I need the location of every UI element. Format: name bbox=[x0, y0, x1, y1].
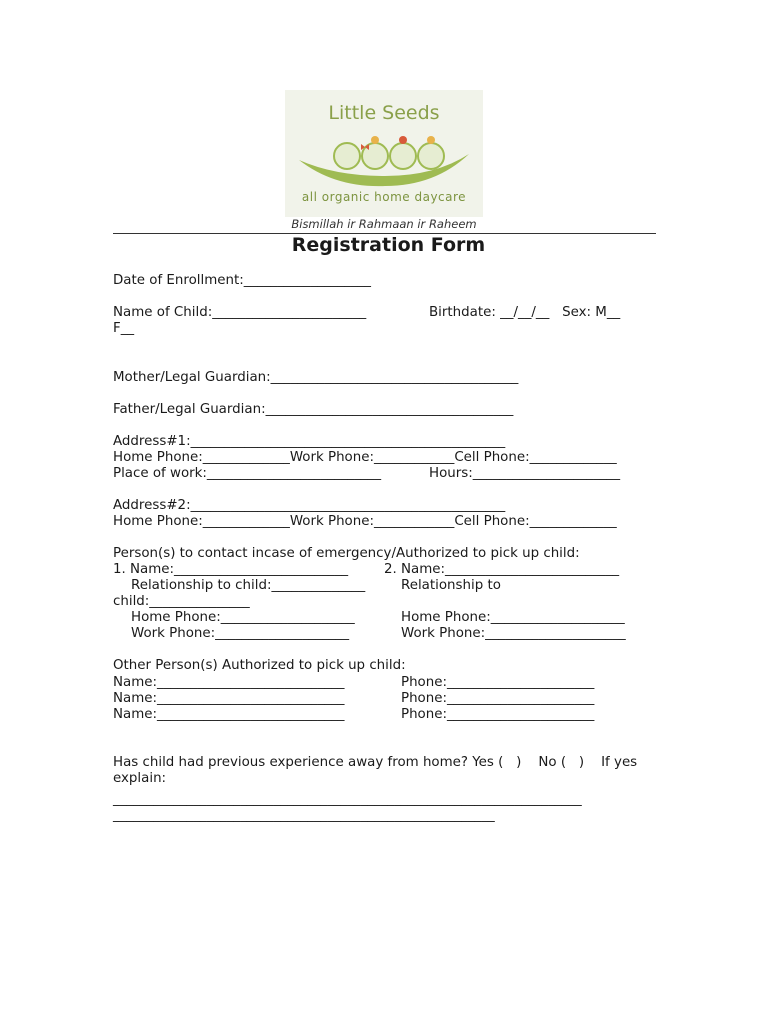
sex-female-field[interactable]: F__ bbox=[113, 321, 135, 336]
explain-label: explain: bbox=[113, 771, 167, 786]
logo bbox=[285, 90, 483, 217]
work-place-field[interactable]: Place of work:__________________________ bbox=[113, 466, 382, 481]
other-name-field[interactable]: Name:____________________________ bbox=[113, 707, 345, 722]
address1-field[interactable]: Address#1:_______________________________________________ bbox=[113, 434, 506, 449]
experience-question[interactable]: Has child had previous experience away from home? Yes ( ) No ( ) If yes bbox=[113, 755, 638, 770]
other-name-field[interactable]: Name:____________________________ bbox=[113, 691, 345, 706]
other-phone-field[interactable]: Phone:______________________ bbox=[401, 691, 595, 706]
contact2-work-phone-field[interactable]: Work Phone:_____________________ bbox=[401, 626, 626, 641]
pea-pod-icon bbox=[295, 130, 473, 190]
contact1-name-field[interactable]: 1. Name:__________________________ bbox=[113, 562, 349, 577]
hours-field[interactable]: Hours:______________________ bbox=[429, 466, 621, 481]
tagline: Bismillah ir Rahmaan ir Raheem bbox=[291, 217, 477, 231]
other-persons-header: Other Person(s) Authorized to pick up child: bbox=[113, 658, 406, 673]
contact2-name-field[interactable]: 2. Name:__________________________ bbox=[384, 562, 620, 577]
phones1-field[interactable]: Home Phone:_____________Work Phone:____________Cell Phone:_____________ bbox=[113, 450, 617, 465]
logo-title: Little Seeds bbox=[328, 102, 440, 124]
other-phone-field[interactable]: Phone:______________________ bbox=[401, 707, 595, 722]
contact1-relationship-field[interactable]: Relationship to child:______________ bbox=[131, 578, 366, 593]
address2-field[interactable]: Address#2:_______________________________________________ bbox=[113, 498, 506, 513]
logo-subtitle: all organic home daycare bbox=[301, 190, 467, 204]
contact-child-field[interactable]: child:_______________ bbox=[113, 594, 250, 609]
father-field[interactable]: Father/Legal Guardian:_____________________________________ bbox=[113, 402, 514, 417]
contact2-relationship-field[interactable]: Relationship to bbox=[401, 578, 501, 593]
mother-field[interactable]: Mother/Legal Guardian:_____________________________________ bbox=[113, 370, 519, 385]
explain-line[interactable]: _________________________________________________________ bbox=[113, 808, 495, 823]
contact1-work-phone-field[interactable]: Work Phone:____________________ bbox=[131, 626, 350, 641]
other-name-field[interactable]: Name:____________________________ bbox=[113, 675, 345, 690]
contact1-home-phone-field[interactable]: Home Phone:____________________ bbox=[131, 610, 355, 625]
explain-line[interactable]: ______________________________________________________________________ bbox=[113, 792, 582, 807]
page-title: Registration Form bbox=[291, 234, 486, 256]
contact2-home-phone-field[interactable]: Home Phone:____________________ bbox=[401, 610, 625, 625]
birthdate-sex-field[interactable]: Birthdate: __/__/__ Sex: M__ bbox=[429, 305, 621, 320]
other-phone-field[interactable]: Phone:______________________ bbox=[401, 675, 595, 690]
enrollment-field[interactable]: Date of Enrollment:___________________ bbox=[113, 273, 371, 288]
child-name-field[interactable]: Name of Child:_______________________ bbox=[113, 305, 367, 320]
phones2-field[interactable]: Home Phone:_____________Work Phone:____________Cell Phone:_____________ bbox=[113, 514, 617, 529]
emergency-header: Person(s) to contact incase of emergency/Authorized to pick up child: bbox=[113, 546, 580, 561]
